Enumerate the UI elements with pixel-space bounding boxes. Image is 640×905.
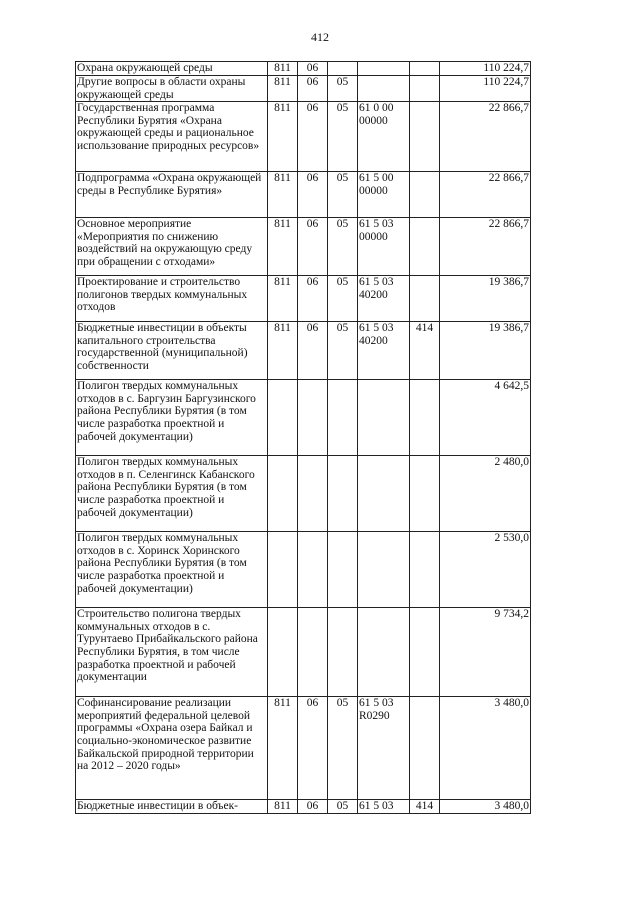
section-code-cell: 06 <box>298 218 328 276</box>
budget-table <box>75 61 531 814</box>
row-name-cell: Полигон твердых коммунальных отходов в п. Селенгинск Кабанского района Республики Бурятия (в том числе разработка проектной и рабочей документации) <box>76 456 268 532</box>
section-code-cell <box>298 608 328 697</box>
amount-cell: 22 866,7 <box>440 102 531 172</box>
amount-cell: 19 386,7 <box>440 276 531 322</box>
ministry-code-cell: 811 <box>268 800 298 814</box>
section-code-cell: 06 <box>298 76 328 102</box>
amount-cell: 2 480,0 <box>440 456 531 532</box>
ministry-code-cell <box>268 380 298 456</box>
section-code-cell: 06 <box>298 276 328 322</box>
ministry-code-cell: 811 <box>268 697 298 800</box>
section-code-cell: 06 <box>298 322 328 380</box>
table-row <box>76 456 531 532</box>
ministry-code-cell: 811 <box>268 172 298 218</box>
ministry-code-cell: 811 <box>268 322 298 380</box>
expense-type-cell: 414 <box>410 322 440 380</box>
section-code-cell: 06 <box>298 697 328 800</box>
row-name-cell: Основное мероприятие «Мероприятия по снижению воздействий на окружающую среду при обращении с отходами» <box>76 218 268 276</box>
ministry-code-cell <box>268 532 298 608</box>
amount-cell: 19 386,7 <box>440 322 531 380</box>
amount-cell: 22 866,7 <box>440 172 531 218</box>
ministry-code-cell <box>268 608 298 697</box>
section-code-cell <box>298 532 328 608</box>
table-row <box>76 697 531 800</box>
subsection-code-cell: 05 <box>328 218 358 276</box>
amount-cell: 110 224,7 <box>440 62 531 76</box>
subsection-code-cell: 05 <box>328 172 358 218</box>
ministry-code-cell <box>268 456 298 532</box>
section-code-cell: 06 <box>298 800 328 814</box>
section-code-cell <box>298 380 328 456</box>
table-row <box>76 218 531 276</box>
expense-type-cell: 414 <box>410 800 440 814</box>
expense-type-cell <box>410 380 440 456</box>
target-article-cell: 61 5 00 00000 <box>358 172 410 218</box>
row-name-cell: Проектирование и строительство полигонов твердых коммунальных отходов <box>76 276 268 322</box>
ministry-code-cell: 811 <box>268 218 298 276</box>
table-row <box>76 102 531 172</box>
row-name-cell: Полигон твердых коммунальных отходов в с. Баргузин Баргузинского района Республики Бурятия (в том числе разработка проектной и рабочей документации) <box>76 380 268 456</box>
table-row <box>76 322 531 380</box>
expense-type-cell <box>410 62 440 76</box>
table-row <box>76 800 531 814</box>
expense-type-cell <box>410 218 440 276</box>
table-row <box>76 276 531 322</box>
expense-type-cell <box>410 697 440 800</box>
row-name-cell: Бюджетные инвестиции в объекты капитального строительства государственной (муниципальной) собственности <box>76 322 268 380</box>
target-article-cell: 61 5 03 40200 <box>358 322 410 380</box>
table-row <box>76 608 531 697</box>
subsection-code-cell <box>328 380 358 456</box>
amount-cell: 4 642,5 <box>440 380 531 456</box>
amount-cell: 3 480,0 <box>440 800 531 814</box>
section-code-cell: 06 <box>298 62 328 76</box>
table-row <box>76 62 531 76</box>
subsection-code-cell: 05 <box>328 276 358 322</box>
subsection-code-cell <box>328 608 358 697</box>
expense-type-cell <box>410 172 440 218</box>
amount-cell: 9 734,2 <box>440 608 531 697</box>
table-row <box>76 532 531 608</box>
amount-cell: 22 866,7 <box>440 218 531 276</box>
expense-type-cell <box>410 456 440 532</box>
target-article-cell <box>358 380 410 456</box>
target-article-cell <box>358 532 410 608</box>
target-article-cell <box>358 456 410 532</box>
row-name-cell: Государственная программа Республики Бурятия «Охрана окружающей среды и рациональное использование природных ресурсов» <box>76 102 268 172</box>
row-name-cell: Полигон твердых коммунальных отходов в с. Хоринск Хоринского района Республики Бурятия (в том числе разработка проектной и рабочей документации) <box>76 532 268 608</box>
subsection-code-cell <box>328 456 358 532</box>
table-row <box>76 172 531 218</box>
target-article-cell: 61 0 00 00000 <box>358 102 410 172</box>
target-article-cell: 61 5 03 40200 <box>358 276 410 322</box>
section-code-cell: 06 <box>298 102 328 172</box>
subsection-code-cell: 05 <box>328 76 358 102</box>
expense-type-cell <box>410 276 440 322</box>
row-name-cell: Другие вопросы в области охраны окружающей среды <box>76 76 268 102</box>
row-name-cell: Подпрограмма «Охрана окружающей среды в Республике Бурятия» <box>76 172 268 218</box>
ministry-code-cell: 811 <box>268 276 298 322</box>
row-name-cell: Строительство полигона твердых коммунальных отходов в с. Турунтаево Прибайкальского района Республики Бурятия, в том числе разработка проектной и рабочей документации <box>76 608 268 697</box>
row-name-cell: Охрана окружающей среды <box>76 62 268 76</box>
section-code-cell <box>298 456 328 532</box>
row-name-cell: Бюджетные инвестиции в объек- <box>76 800 268 814</box>
target-article-cell: 61 5 03 R0290 <box>358 697 410 800</box>
ministry-code-cell: 811 <box>268 76 298 102</box>
amount-cell: 2 530,0 <box>440 532 531 608</box>
expense-type-cell <box>410 532 440 608</box>
page-number: 412 <box>311 30 329 44</box>
target-article-cell <box>358 608 410 697</box>
target-article-cell: 61 5 03 <box>358 800 410 814</box>
expense-type-cell <box>410 608 440 697</box>
table-row <box>76 76 531 102</box>
subsection-code-cell <box>328 62 358 76</box>
subsection-code-cell: 05 <box>328 800 358 814</box>
ministry-code-cell: 811 <box>268 102 298 172</box>
expense-type-cell <box>410 76 440 102</box>
row-name-cell: Софинансирование реализации мероприятий федеральной целевой программы «Охрана озера Байкал и социально-экономическое развитие Байкальской природной территории на 2012 – 2020 годы» <box>76 697 268 800</box>
subsection-code-cell: 05 <box>328 697 358 800</box>
target-article-cell: 61 5 03 00000 <box>358 218 410 276</box>
subsection-code-cell: 05 <box>328 102 358 172</box>
ministry-code-cell: 811 <box>268 62 298 76</box>
target-article-cell <box>358 62 410 76</box>
budget-table-body <box>76 62 531 814</box>
table-row <box>76 380 531 456</box>
subsection-code-cell: 05 <box>328 322 358 380</box>
amount-cell: 110 224,7 <box>440 76 531 102</box>
target-article-cell <box>358 76 410 102</box>
subsection-code-cell <box>328 532 358 608</box>
section-code-cell: 06 <box>298 172 328 218</box>
amount-cell: 3 480,0 <box>440 697 531 800</box>
expense-type-cell <box>410 102 440 172</box>
